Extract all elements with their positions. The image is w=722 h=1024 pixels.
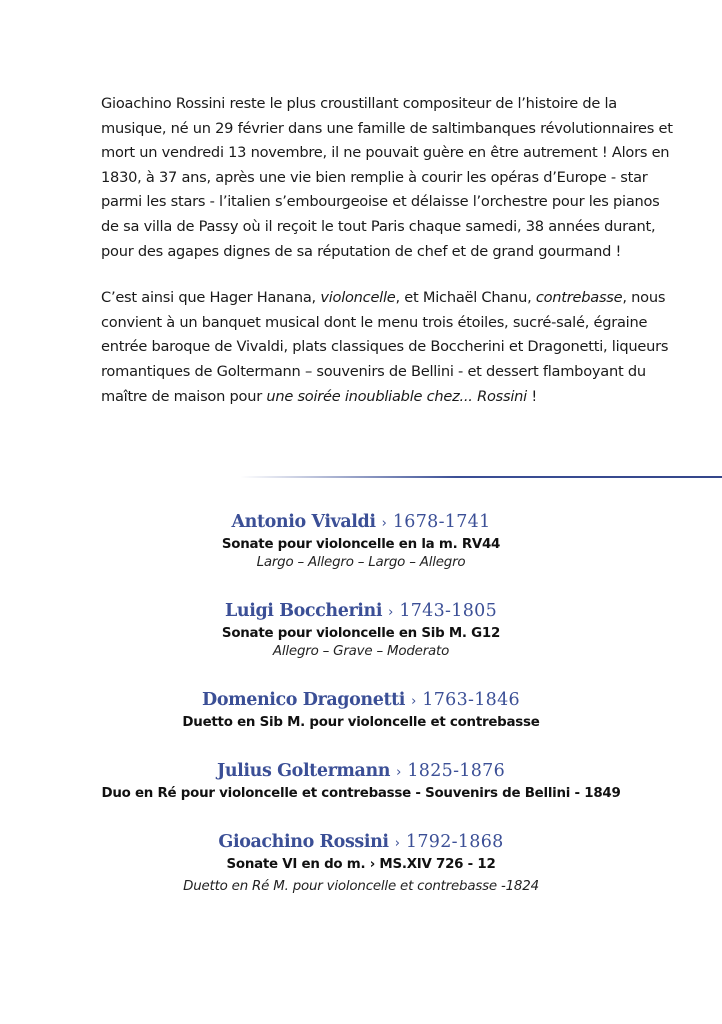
intro-paragraph-1: Gioachino Rossini reste le plus croustillant compositeur de l’histoire de la musique, né un 29 février dans une famille de saltimbanques révolutionnaires et mort un vendredi 13 novembre, il ne pouvait guère en être autrement ! Alors en 1830, à 37 ans, après une vie bien remplie à courir les opéras d’Europe - star parmi les stars - l’italien s’embourgeoise et délaisse l’orchestre pour les pianos de sa villa de Passy où il reçoit le tout Paris chaque samedi, 38 années durant, pour des agapes dignes de sa réputation de chef et de grand gourmand ! [101,95,673,260]
intro-text-run: , nous convient à un banquet musical dont le menu trois étoiles, sucré-salé, égraine entrée baroque de Vivaldi, plats classiques de Boccherini et Dragonetti, liqueurs romantiques de Goltermann – souvenirs de Bellini - et dessert flamboyant du maître de maison pour [101,289,669,405]
composer-line [0,599,722,625]
composer-dates: 1763-1846 [422,690,520,710]
chevron-right-icon: › [411,694,417,709]
program-entry-goltermann [0,759,722,803]
work-title: Sonate pour violoncelle en la m. RV44 [221,537,501,552]
program-entry-dragonetti [0,688,722,732]
composer-name: Domenico Dragonetti [202,690,406,710]
work-title: Sonate pour violoncelle en Sib M. G12 [221,626,501,641]
work-title: Sonate VI en do m. › MS.XIV 726 - 12 [226,857,496,872]
composer-name: Luigi Boccherini [224,601,383,621]
program-list [0,510,722,925]
chevron-right-icon: › [388,605,394,620]
event-tagline: une soirée inoubliable chez... Rossini [266,387,527,405]
chevron-right-icon: › [394,836,400,851]
gradient-divider [240,476,722,478]
composer-line [0,759,722,785]
program-entry-rossini [0,830,722,898]
composer-dates: 1678-1741 [392,512,491,532]
work-title: Duo en Ré pour violoncelle et contrebasse - Souvenirs de Bellini - 1849 [101,786,621,801]
instrument-cello: violoncelle [320,289,396,307]
program-entry-boccherini [0,599,722,661]
composer-line [0,830,722,856]
composer-name: Antonio Vivaldi [231,512,376,532]
composer-dates: 1743-1805 [399,601,497,621]
intro-text [101,92,681,409]
composer-dates: 1825-1876 [407,761,506,781]
composer-line [0,688,722,714]
intro-text-run: ! [526,387,537,405]
work-title: Duetto en Sib M. pour violoncelle et contrebasse [182,715,540,730]
chevron-right-icon: › [396,765,402,780]
program-entry-vivaldi [0,510,722,572]
work-movements: Largo – Allegro – Largo – Allegro [256,555,466,570]
intro-text-run: C’est ainsi que Hager Hanana, [101,289,321,307]
composer-line [0,510,722,536]
intro-paragraph-2 [101,286,681,409]
instrument-double-bass: contrebasse [535,289,623,307]
work-additional: Duetto en Ré M. pour violoncelle et contrebasse -1824 [183,879,539,894]
work-movements: Allegro – Grave – Moderato [272,644,450,659]
composer-dates: 1792-1868 [405,832,504,852]
intro-text-run: , et Michaël Chanu, [395,289,536,307]
chevron-right-icon: › [381,516,387,531]
composer-name: Gioachino Rossini [218,832,389,852]
composer-name: Julius Goltermann [216,761,391,781]
